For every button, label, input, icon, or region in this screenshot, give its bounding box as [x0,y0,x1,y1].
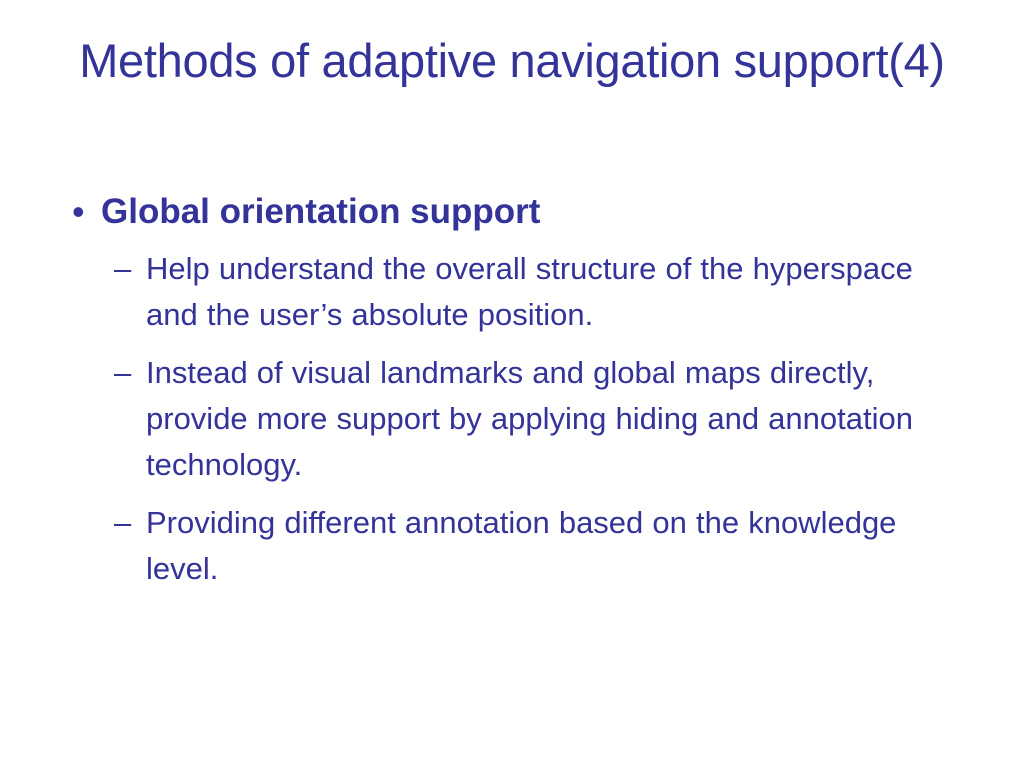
bullet-item [0,186,1024,240]
subpoint-text: Help understand the overall structure of the hyperspace and the user’s absolute position. [146,251,913,332]
slide-title: Methods of adaptive navigation support(4) [79,34,945,87]
dash-icon: – [114,505,132,540]
subpoint-item [0,350,1024,488]
dash-icon: – [114,251,132,286]
subpoint-text: Instead of visual landmarks and global maps directly, provide more support by applying hiding and annotation technology. [146,355,913,482]
bullet-heading: Global orientation support [101,192,541,231]
subpoint-item [0,500,1024,592]
subpoint-text: Providing different annotation based on the knowledge level. [146,505,897,586]
subpoint-item [0,246,1024,338]
dash-icon: – [114,355,132,390]
slide-body [0,186,1024,604]
subpoint-list [0,246,1024,592]
bullet-dot-icon: • [72,191,85,232]
